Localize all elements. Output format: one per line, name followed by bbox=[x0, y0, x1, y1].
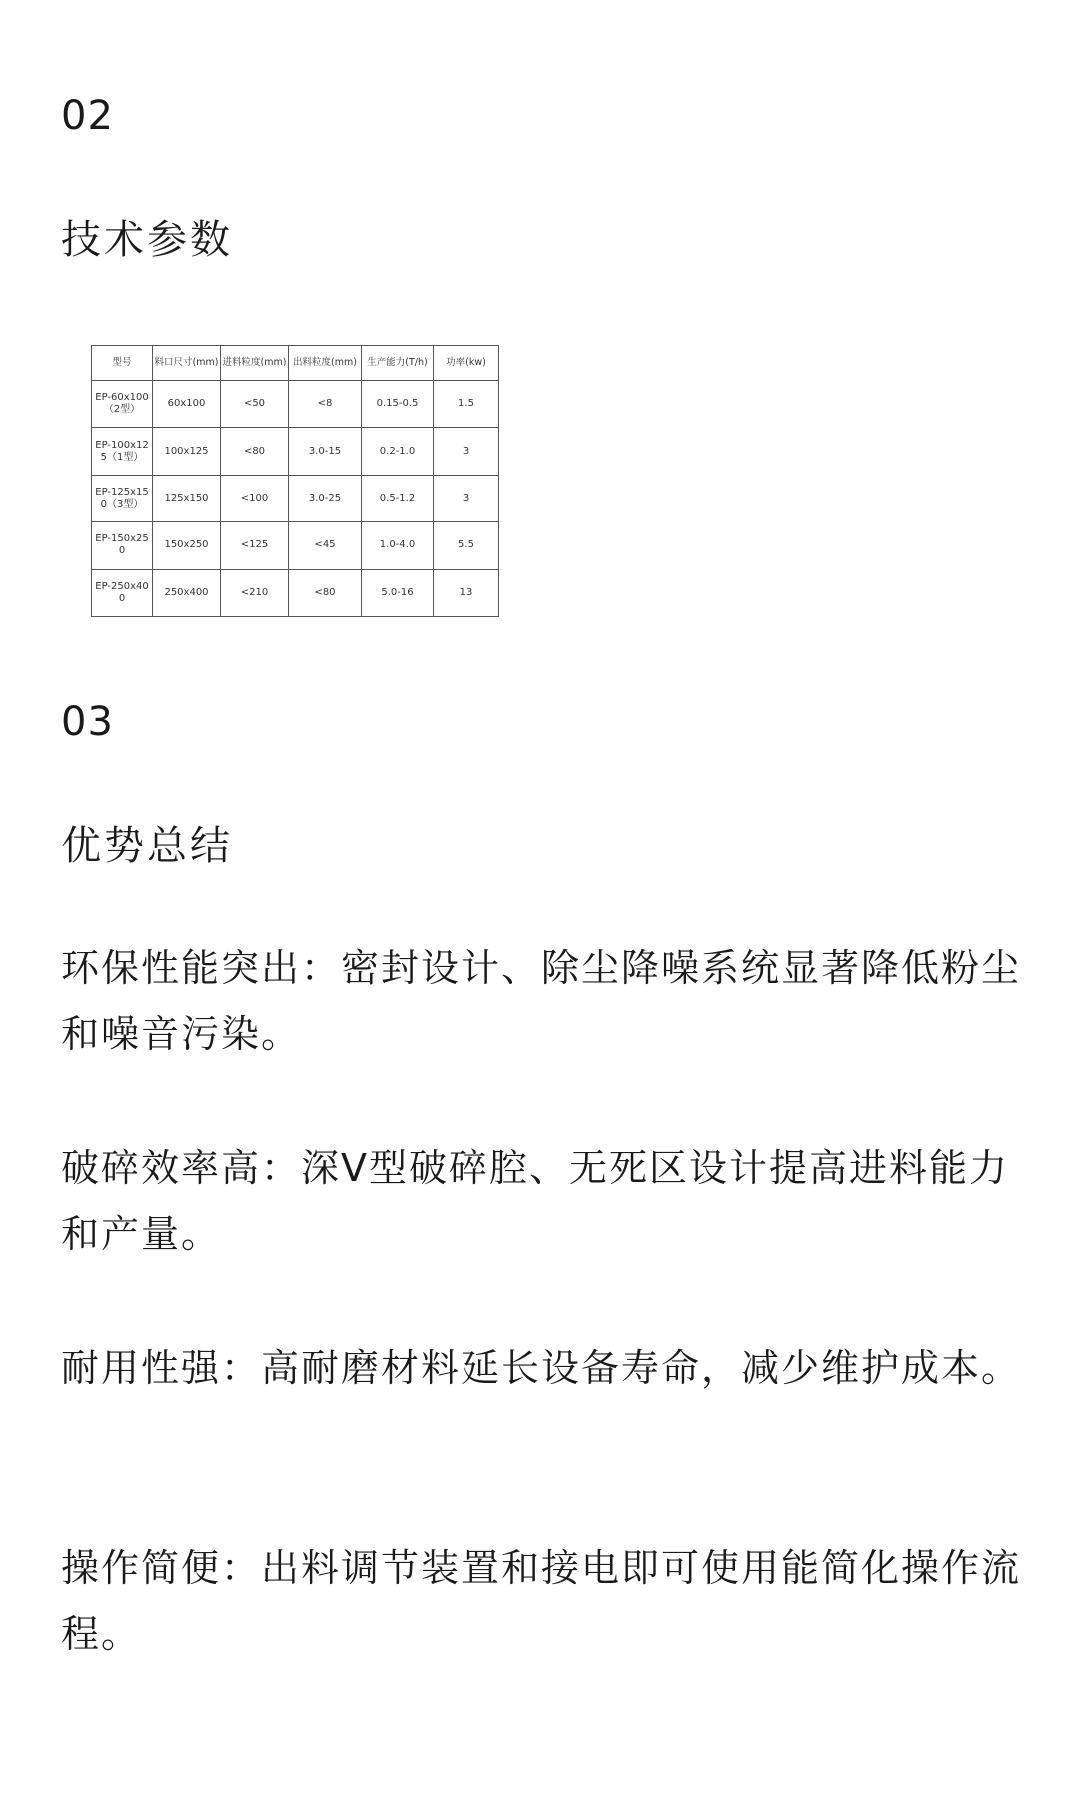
advantage-paragraph: 操作简便：出料调节装置和接电即可使用能简化操作流程。 bbox=[61, 1546, 1022, 1656]
table-header-cell: 生产能力(T/h) bbox=[362, 346, 434, 381]
table-row bbox=[92, 428, 499, 476]
table-row bbox=[92, 381, 499, 428]
table-cell: <50 bbox=[221, 381, 289, 428]
advantage-paragraph: 耐用性强：高耐磨材料延长设备寿命，减少维护成本。 bbox=[61, 1346, 1022, 1390]
table-cell: <45 bbox=[289, 521, 362, 569]
table-cell: 60x100 bbox=[153, 381, 221, 428]
table-cell: <125 bbox=[221, 521, 289, 569]
table-cell: EP-250x400 bbox=[92, 569, 153, 616]
table-cell: 13 bbox=[434, 569, 499, 616]
table-cell: 1.5 bbox=[434, 381, 499, 428]
table-cell: 0.15-0.5 bbox=[362, 381, 434, 428]
advantage-paragraph: 破碎效率高：深V型破碎腔、无死区设计提高进料能力和产量。 bbox=[61, 1146, 1009, 1256]
table-cell: EP-125x150（3型） bbox=[92, 476, 153, 521]
table-header-cell: 进料粒度(mm) bbox=[221, 346, 289, 381]
table-cell: 3 bbox=[434, 476, 499, 521]
table-cell: 1.0-4.0 bbox=[362, 521, 434, 569]
table-cell: <100 bbox=[221, 476, 289, 521]
table-cell: <80 bbox=[289, 569, 362, 616]
table-cell: <8 bbox=[289, 381, 362, 428]
table-header-cell: 料口尺寸(mm) bbox=[153, 346, 221, 381]
table-row bbox=[92, 569, 499, 616]
table-cell: 3.0-15 bbox=[289, 428, 362, 476]
table-cell: 100x125 bbox=[153, 428, 221, 476]
spec-table bbox=[91, 345, 499, 617]
table-cell: EP-60x100（2型） bbox=[92, 381, 153, 428]
table-header-cell: 型号 bbox=[92, 346, 153, 381]
section-title-advantages: 优势总结 bbox=[61, 823, 233, 869]
table-cell: 5.5 bbox=[434, 521, 499, 569]
table-cell: <210 bbox=[221, 569, 289, 616]
table-cell: 150x250 bbox=[153, 521, 221, 569]
table-header-cell: 功率(kw) bbox=[434, 346, 499, 381]
table-cell: 250x400 bbox=[153, 569, 221, 616]
advantage-paragraph: 环保性能突出：密封设计、除尘降噪系统显著降低粉尘和噪音污染。 bbox=[61, 946, 1022, 1056]
table-cell: 125x150 bbox=[153, 476, 221, 521]
section-number-03: 03 bbox=[61, 699, 114, 745]
table-header-row bbox=[92, 346, 499, 381]
table-cell: 0.2-1.0 bbox=[362, 428, 434, 476]
table-row bbox=[92, 476, 499, 521]
table-cell: 0.5-1.2 bbox=[362, 476, 434, 521]
section-title-specs: 技术参数 bbox=[61, 217, 233, 263]
table-cell: 3 bbox=[434, 428, 499, 476]
table-row bbox=[92, 521, 499, 569]
table-cell: EP-100x125（1型） bbox=[92, 428, 153, 476]
table-cell: 3.0-25 bbox=[289, 476, 362, 521]
table-cell: 5.0-16 bbox=[362, 569, 434, 616]
table-cell: <80 bbox=[221, 428, 289, 476]
section-number-02: 02 bbox=[61, 93, 114, 139]
table-cell: EP-150x250 bbox=[92, 521, 153, 569]
table-header-cell: 出料粒度(mm) bbox=[289, 346, 362, 381]
